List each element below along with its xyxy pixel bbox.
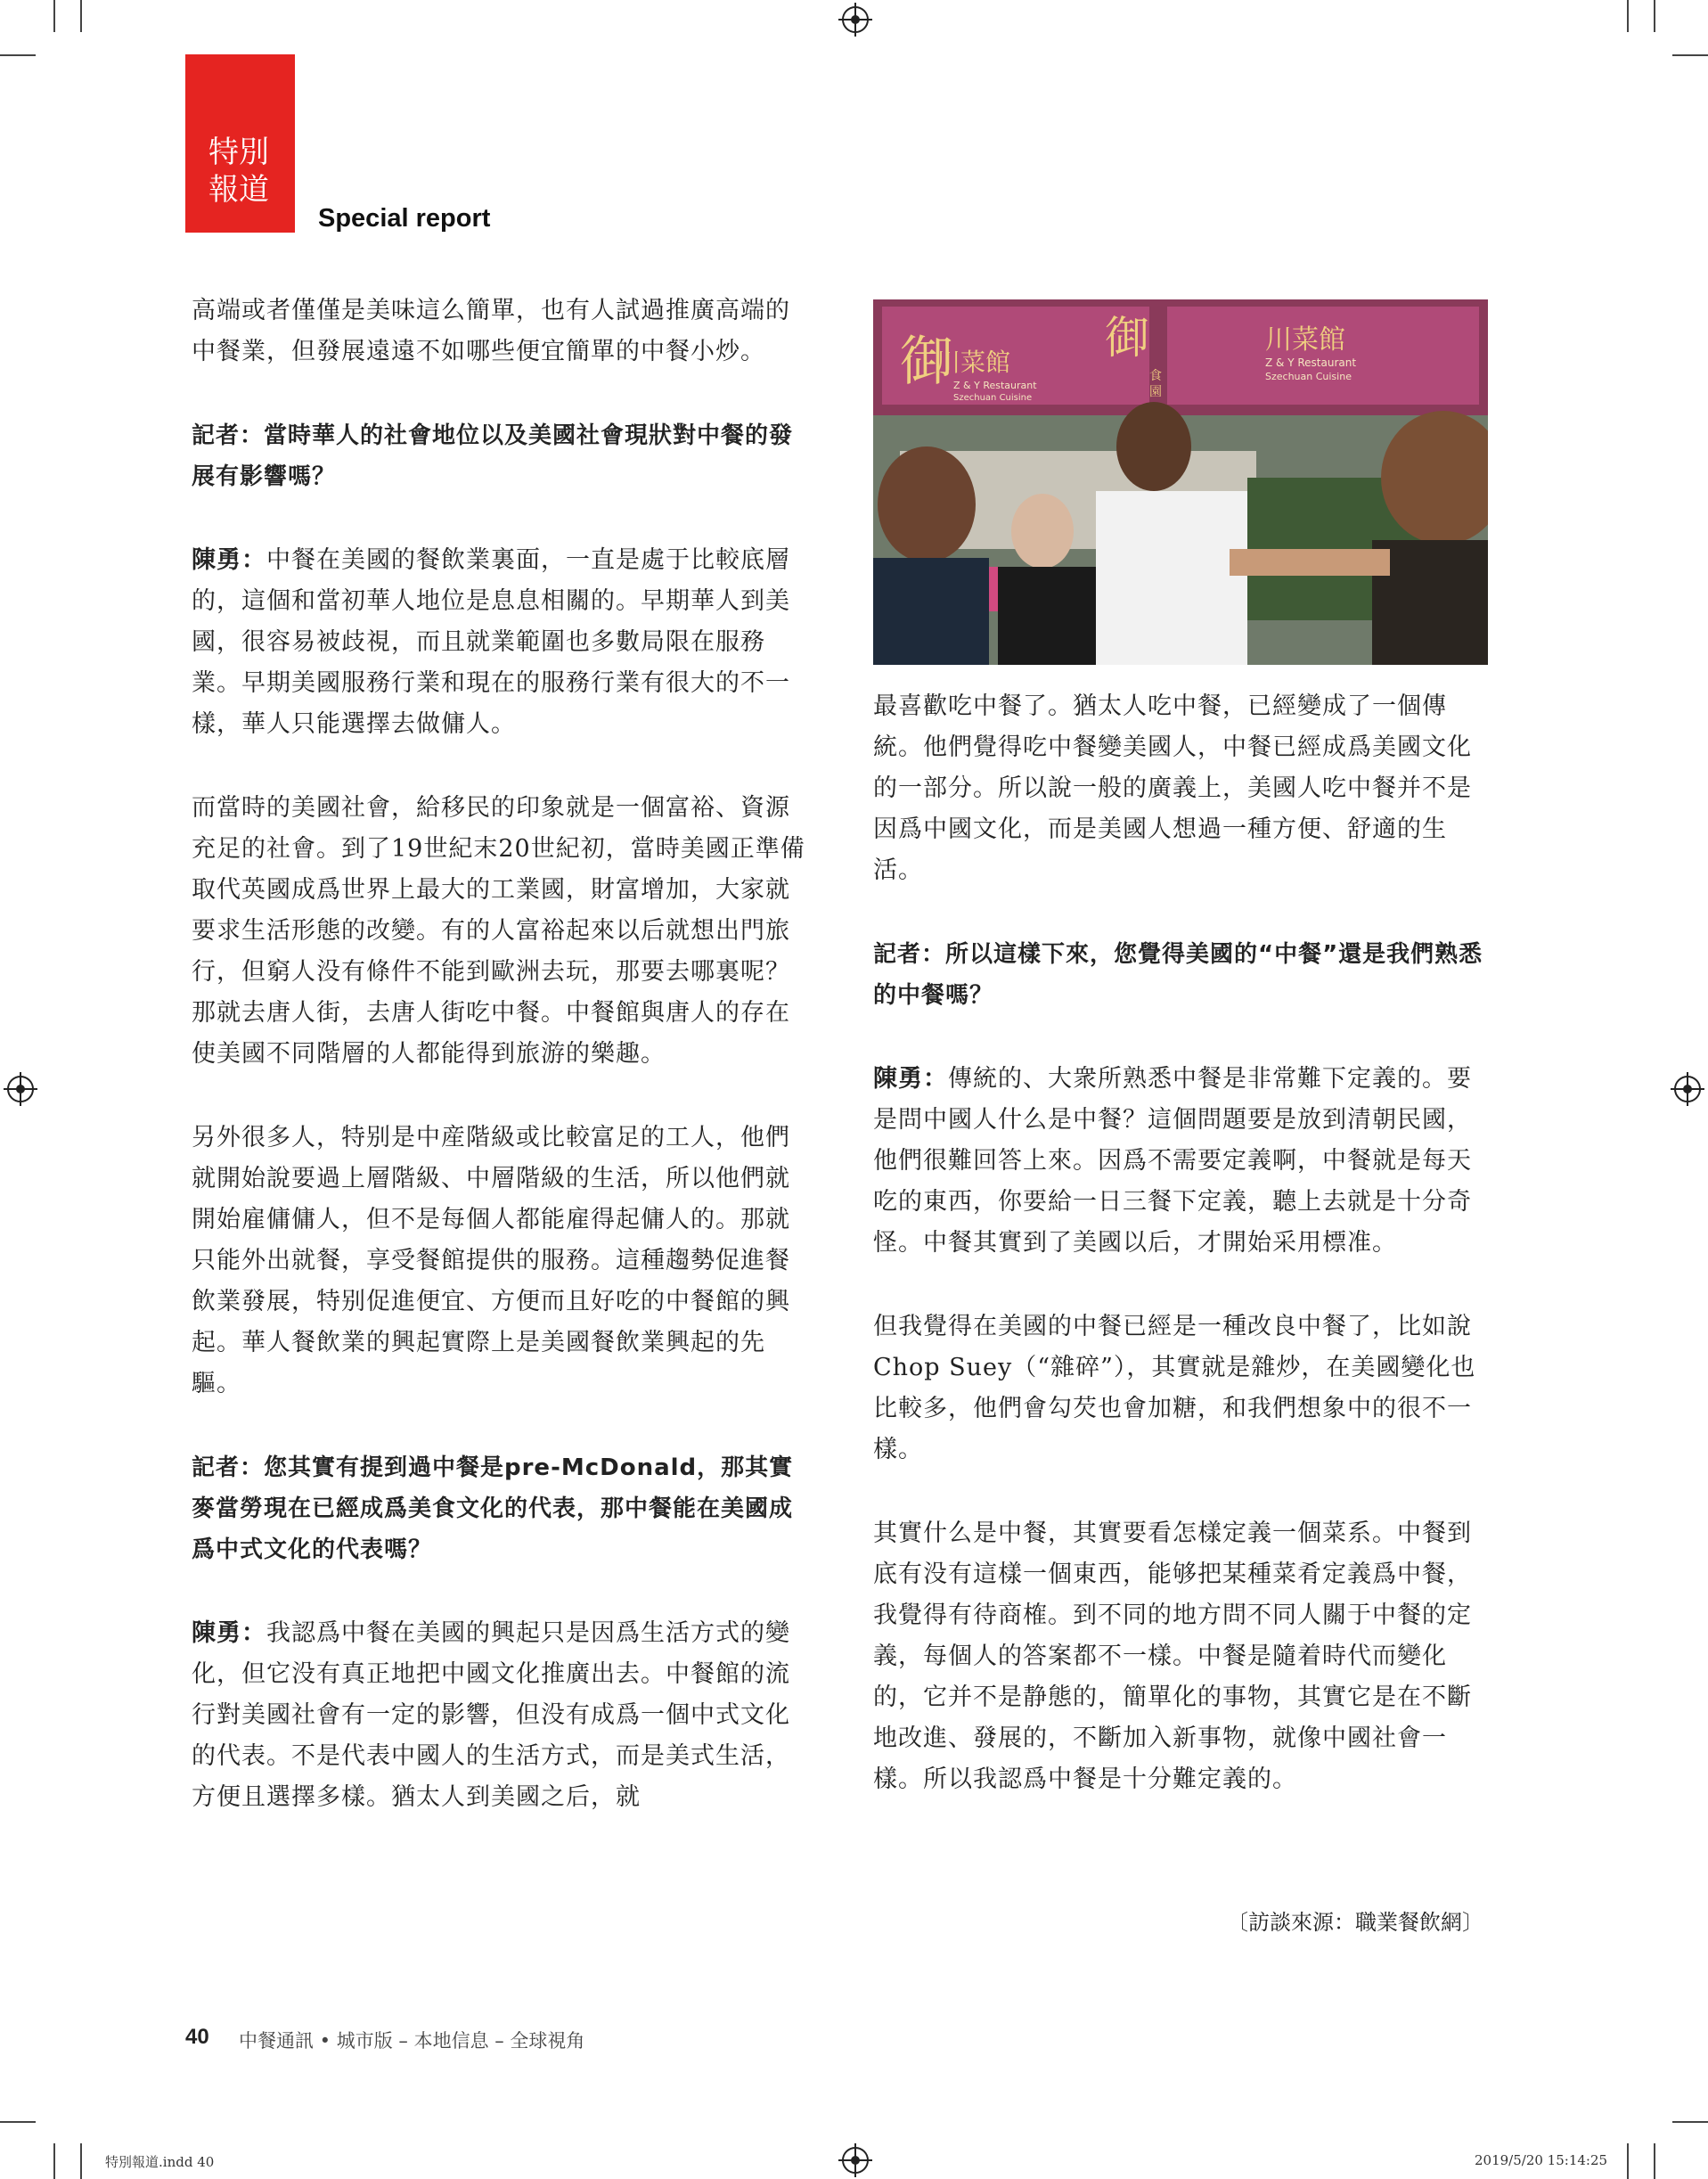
- interview-question: 記者：所以這樣下來，您覺得美國的“中餐”還是我們熟悉的中餐嗎？: [873, 941, 1483, 1009]
- paragraph: 而當時的美國社會，給移民的印象就是一個富裕、資源充足的社會。到了19世紀末20世紀初，當時美國正準備取代英國成爲世界上最大的工業國，財富增加，大家就要求生活形態的改變。有的人富裕起來以后就想出門旅行，但窮人没有條件不能到歐洲去玩，那要去哪裏呢？那就去唐人街，去唐人街吃中餐。中餐館與唐人的存在使美國不同階層的人都能得到旅游的樂趣。: [192, 794, 805, 1068]
- registration-mark: [842, 6, 869, 33]
- crop-mark: [1654, 2143, 1655, 2179]
- sign-english-2: Szechuan Cuisine: [953, 393, 1033, 403]
- sign-character: 御: [900, 331, 953, 393]
- interview-answer: [192, 540, 806, 745]
- sign-english-2: Szechuan Cuisine: [1265, 371, 1352, 382]
- answer-text: 我認爲中餐在美國的興起只是因爲生活方式的變化，但它没有真正地把中國文化推廣出去。中餐館的流行對美國社會有一定的影響，但没有成爲一個中式文化的代表。不是代表中國人的生活方式，而是美式生活，方便且選擇多樣。猶太人到美國之后，就: [192, 1619, 790, 1811]
- crop-mark: [1627, 0, 1629, 32]
- crop-mark: [53, 0, 55, 32]
- speaker-label: 陳勇：: [192, 546, 266, 574]
- section-tag-chinese: [208, 134, 289, 209]
- crop-mark: [0, 54, 36, 56]
- sign-english: Z & Y Restaurant: [953, 380, 1037, 391]
- paragraph: 其實什么是中餐，其實要看怎樣定義一個菜系。中餐到底有没有這樣一個東西，能够把某種菜肴定義爲中餐，我覺得有待商榷。到不同的地方問不同人關于中餐的定義，每個人的答案都不一樣。中餐是隨着時代而變化的，它并不是静態的，簡單化的事物，其實它是在不斷地改進、發展的，不斷加入新事物，就像中國社會一樣。所以我認爲中餐是十分難定義的。: [873, 1520, 1472, 1793]
- section-tag-line-1: 特別: [208, 135, 269, 170]
- restaurant-photo: [873, 299, 1488, 665]
- registration-mark: [7, 1076, 34, 1102]
- paragraph: 另外很多人，特别是中産階級或比較富足的工人，他們就開始說要過上層階級、中層階級的生活，所以他們就開始雇傭傭人，但不是每個人都能雇得起傭人的。那就只能外出就餐，享受餐館提供的服務。這種趨勢促進餐飲業發展，特别促進便宜、方便而且好吃的中餐館的興起。華人餐飲業的興起實際上是美國餐飲業興起的先驅。: [192, 1124, 790, 1397]
- crop-mark: [0, 2121, 36, 2123]
- paragraph: 但我覺得在美國的中餐已經是一種改良中餐了，比如說Chop Suey（“雜碎”），其實就是雜炒，在美國變化也比較多，他們會勾芡也會加糖，和我們想象中的很不一樣。: [873, 1313, 1476, 1463]
- sign-character: 御: [1105, 312, 1149, 364]
- right-column: [873, 686, 1488, 1843]
- sign-character-small: 園: [1149, 385, 1162, 399]
- crop-mark: [1672, 54, 1708, 56]
- sign-english: Z & Y Restaurant: [1265, 356, 1357, 369]
- crop-mark: [1672, 2121, 1708, 2123]
- photo-illustration: [873, 299, 1488, 665]
- left-column: [192, 291, 806, 1861]
- crop-mark: [80, 0, 82, 32]
- interview-source: 〔訪談來源：職業餐飲網〕: [1227, 1910, 1483, 1935]
- page-number: 40: [185, 2025, 209, 2049]
- publication-title: 中餐通訊 • 城市版 – 本地信息 – 全球視角: [239, 2030, 585, 2052]
- registration-mark: [842, 2147, 869, 2174]
- sign-main-text: 川菜館: [936, 348, 1011, 377]
- interview-answer: [873, 1059, 1488, 1264]
- timestamp-slug: 2019/5/20 15:14:25: [1475, 2152, 1608, 2168]
- crop-mark: [1654, 0, 1655, 32]
- interview-answer: [192, 1613, 806, 1818]
- paragraph: 最喜歡吃中餐了。猶太人吃中餐，已經變成了一個傳統。他們覺得吃中餐變美國人，中餐已經成爲美國文化的一部分。所以說一般的廣義上，美國人吃中餐并不是因爲中國文化，而是美國人想過一種方便、舒適的生活。: [873, 692, 1472, 884]
- interview-question: 記者：當時華人的社會地位以及美國社會現狀對中餐的發展有影響嗎？: [192, 422, 794, 490]
- answer-text: 傳統的、大衆所熟悉中餐是非常難下定義的。要是問中國人什么是中餐？這個問題要是放到清朝民國，他們很難回答上來。因爲不需要定義啊，中餐就是每天吃的東西，你要給一日三餐下定義，聽上去就是十分奇怪。中餐其實到了美國以后，才開始采用標准。: [873, 1065, 1472, 1257]
- sign-main-text: 川菜館: [1265, 324, 1345, 356]
- speaker-label: 陳勇：: [192, 1619, 266, 1647]
- section-tag-english: Special report: [318, 204, 491, 233]
- speaker-label: 陳勇：: [873, 1065, 948, 1093]
- crop-mark: [1627, 2143, 1629, 2179]
- crop-mark: [53, 2143, 55, 2179]
- file-slug: 特別報道.indd 40: [105, 2154, 215, 2170]
- section-tag-line-2: 報道: [208, 172, 269, 208]
- crop-mark: [80, 2143, 82, 2179]
- registration-mark: [1674, 1076, 1701, 1102]
- answer-text: 中餐在美國的餐飲業裏面，一直是處于比較底層的，這個和當初華人地位是息息相關的。早期華人到美國，很容易被歧視，而且就業範圍也多數局限在服務業。早期美國服務行業和現在的服務行業有很大的不一樣，華人只能選擇去做傭人。: [192, 546, 790, 738]
- interview-question: 記者：您其實有提到過中餐是pre-McDonald，那其實麥當勞現在已經成爲美食文化的代表，那中餐能在美國成爲中式文化的代表嗎？: [192, 1454, 794, 1563]
- sign-character-small: 食: [1149, 369, 1162, 383]
- paragraph: 高端或者僅僅是美味這么簡單，也有人試過推廣高端的中餐業，但發展遠遠不如哪些便宜簡單的中餐小炒。: [192, 297, 790, 365]
